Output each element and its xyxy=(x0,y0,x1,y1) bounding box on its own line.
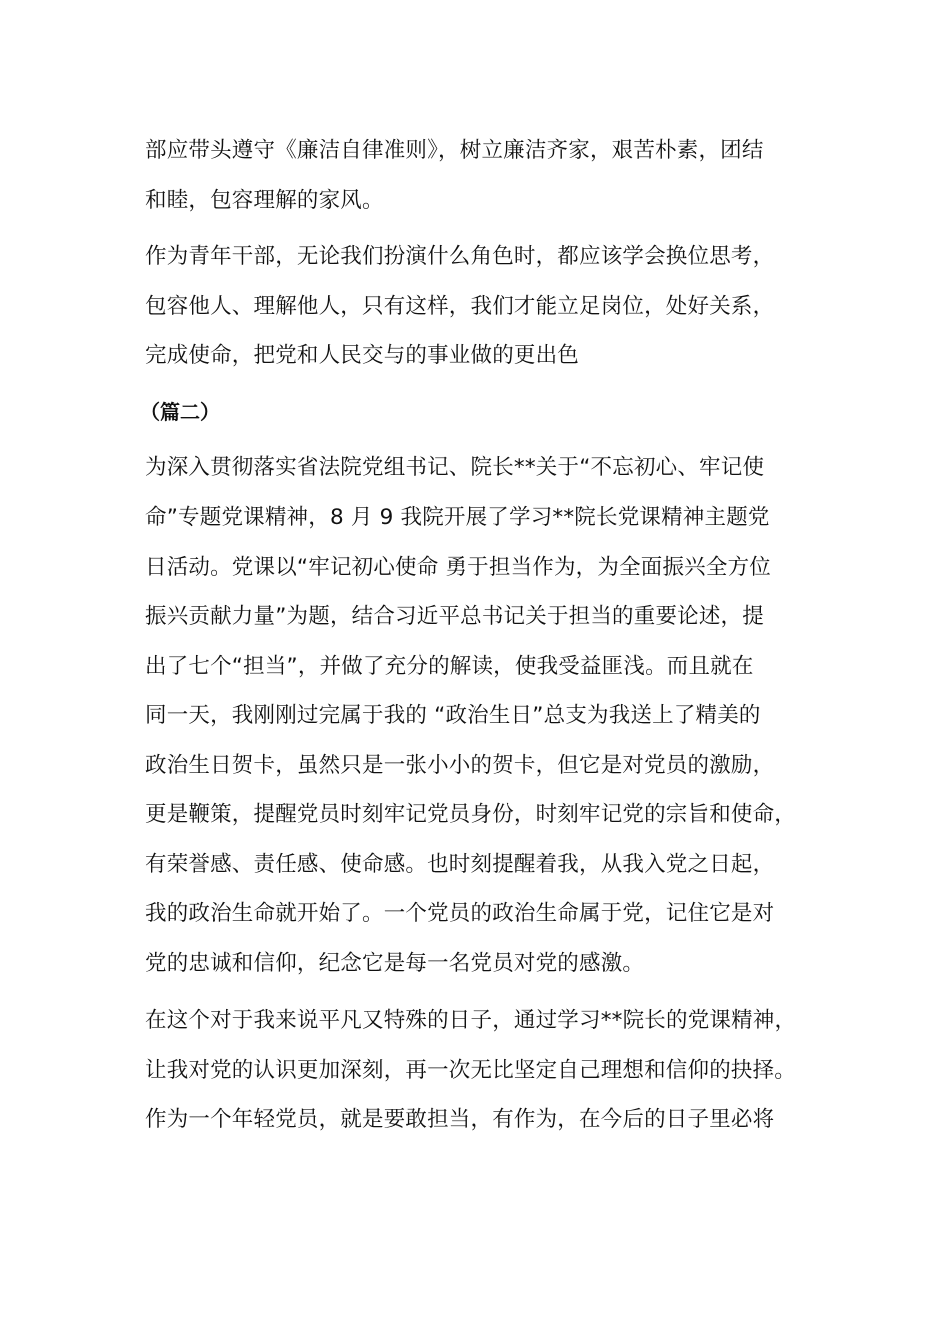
text-line: 党的忠诚和信仰，纪念它是每一名党员对党的感激。 xyxy=(145,951,645,976)
text-line: 同一天，我刚刚过完属于我的 “政治生日”总支为我送上了精美的 xyxy=(145,703,761,728)
text-line: 我的政治生命就开始了。一个党员的政治生命属于党，记住它是对 xyxy=(145,901,775,926)
text-line: 更是鞭策，提醒党员时刻牢记党员身份，时刻牢记党的宗旨和使命， xyxy=(145,802,797,827)
text-line: 出了七个“担当”，并做了充分的解读，使我受益匪浅。而且就在 xyxy=(145,654,754,679)
text-line: 和睦，包容理解的家风。 xyxy=(145,188,384,213)
text-line: 有荣誉感、责任感、使命感。也时刻提醒着我，从我入党之日起， xyxy=(145,852,775,877)
text-line: 完成使命，把党和人民交与的事业做的更出色 xyxy=(145,343,580,368)
text-line: 部应带头遵守《廉洁自律准则》，树立廉洁齐家，艰苦朴素，团结 xyxy=(145,138,764,163)
text-line: 为深入贯彻落实省法院党组书记、院长**关于“不忘初心、牢记使 xyxy=(145,455,765,480)
text-line: 作为一个年轻党员，就是要敢担当，有作为，在今后的日子里必将 xyxy=(145,1107,775,1132)
text-line: 振兴贡献力量”为题，结合习近平总书记关于担当的重要论述，提 xyxy=(145,604,764,629)
text-line: 政治生日贺卡，虽然只是一张小小的贺卡，但它是对党员的激励， xyxy=(145,753,775,778)
section-heading: （篇二） xyxy=(140,400,220,424)
text-line: 命”专题党课精神，8 月 9 我院开展了学习**院长党课精神主题党 xyxy=(145,505,770,530)
text-line: 在这个对于我来说平凡又特殊的日子，通过学习**院长的党课精神， xyxy=(145,1008,797,1033)
text-line: 让我对党的认识更加深刻，再一次无比坚定自己理想和信仰的抉择。 xyxy=(145,1058,797,1083)
text-line: 日活动。党课以“牢记初心使命 勇于担当作为，为全面振兴全方位 xyxy=(145,555,771,580)
text-line: 包容他人、理解他人，只有这样，我们才能立足岗位，处好关系， xyxy=(145,294,775,319)
text-line: 作为青年干部，无论我们扮演什么角色时，都应该学会换位思考， xyxy=(145,244,775,269)
